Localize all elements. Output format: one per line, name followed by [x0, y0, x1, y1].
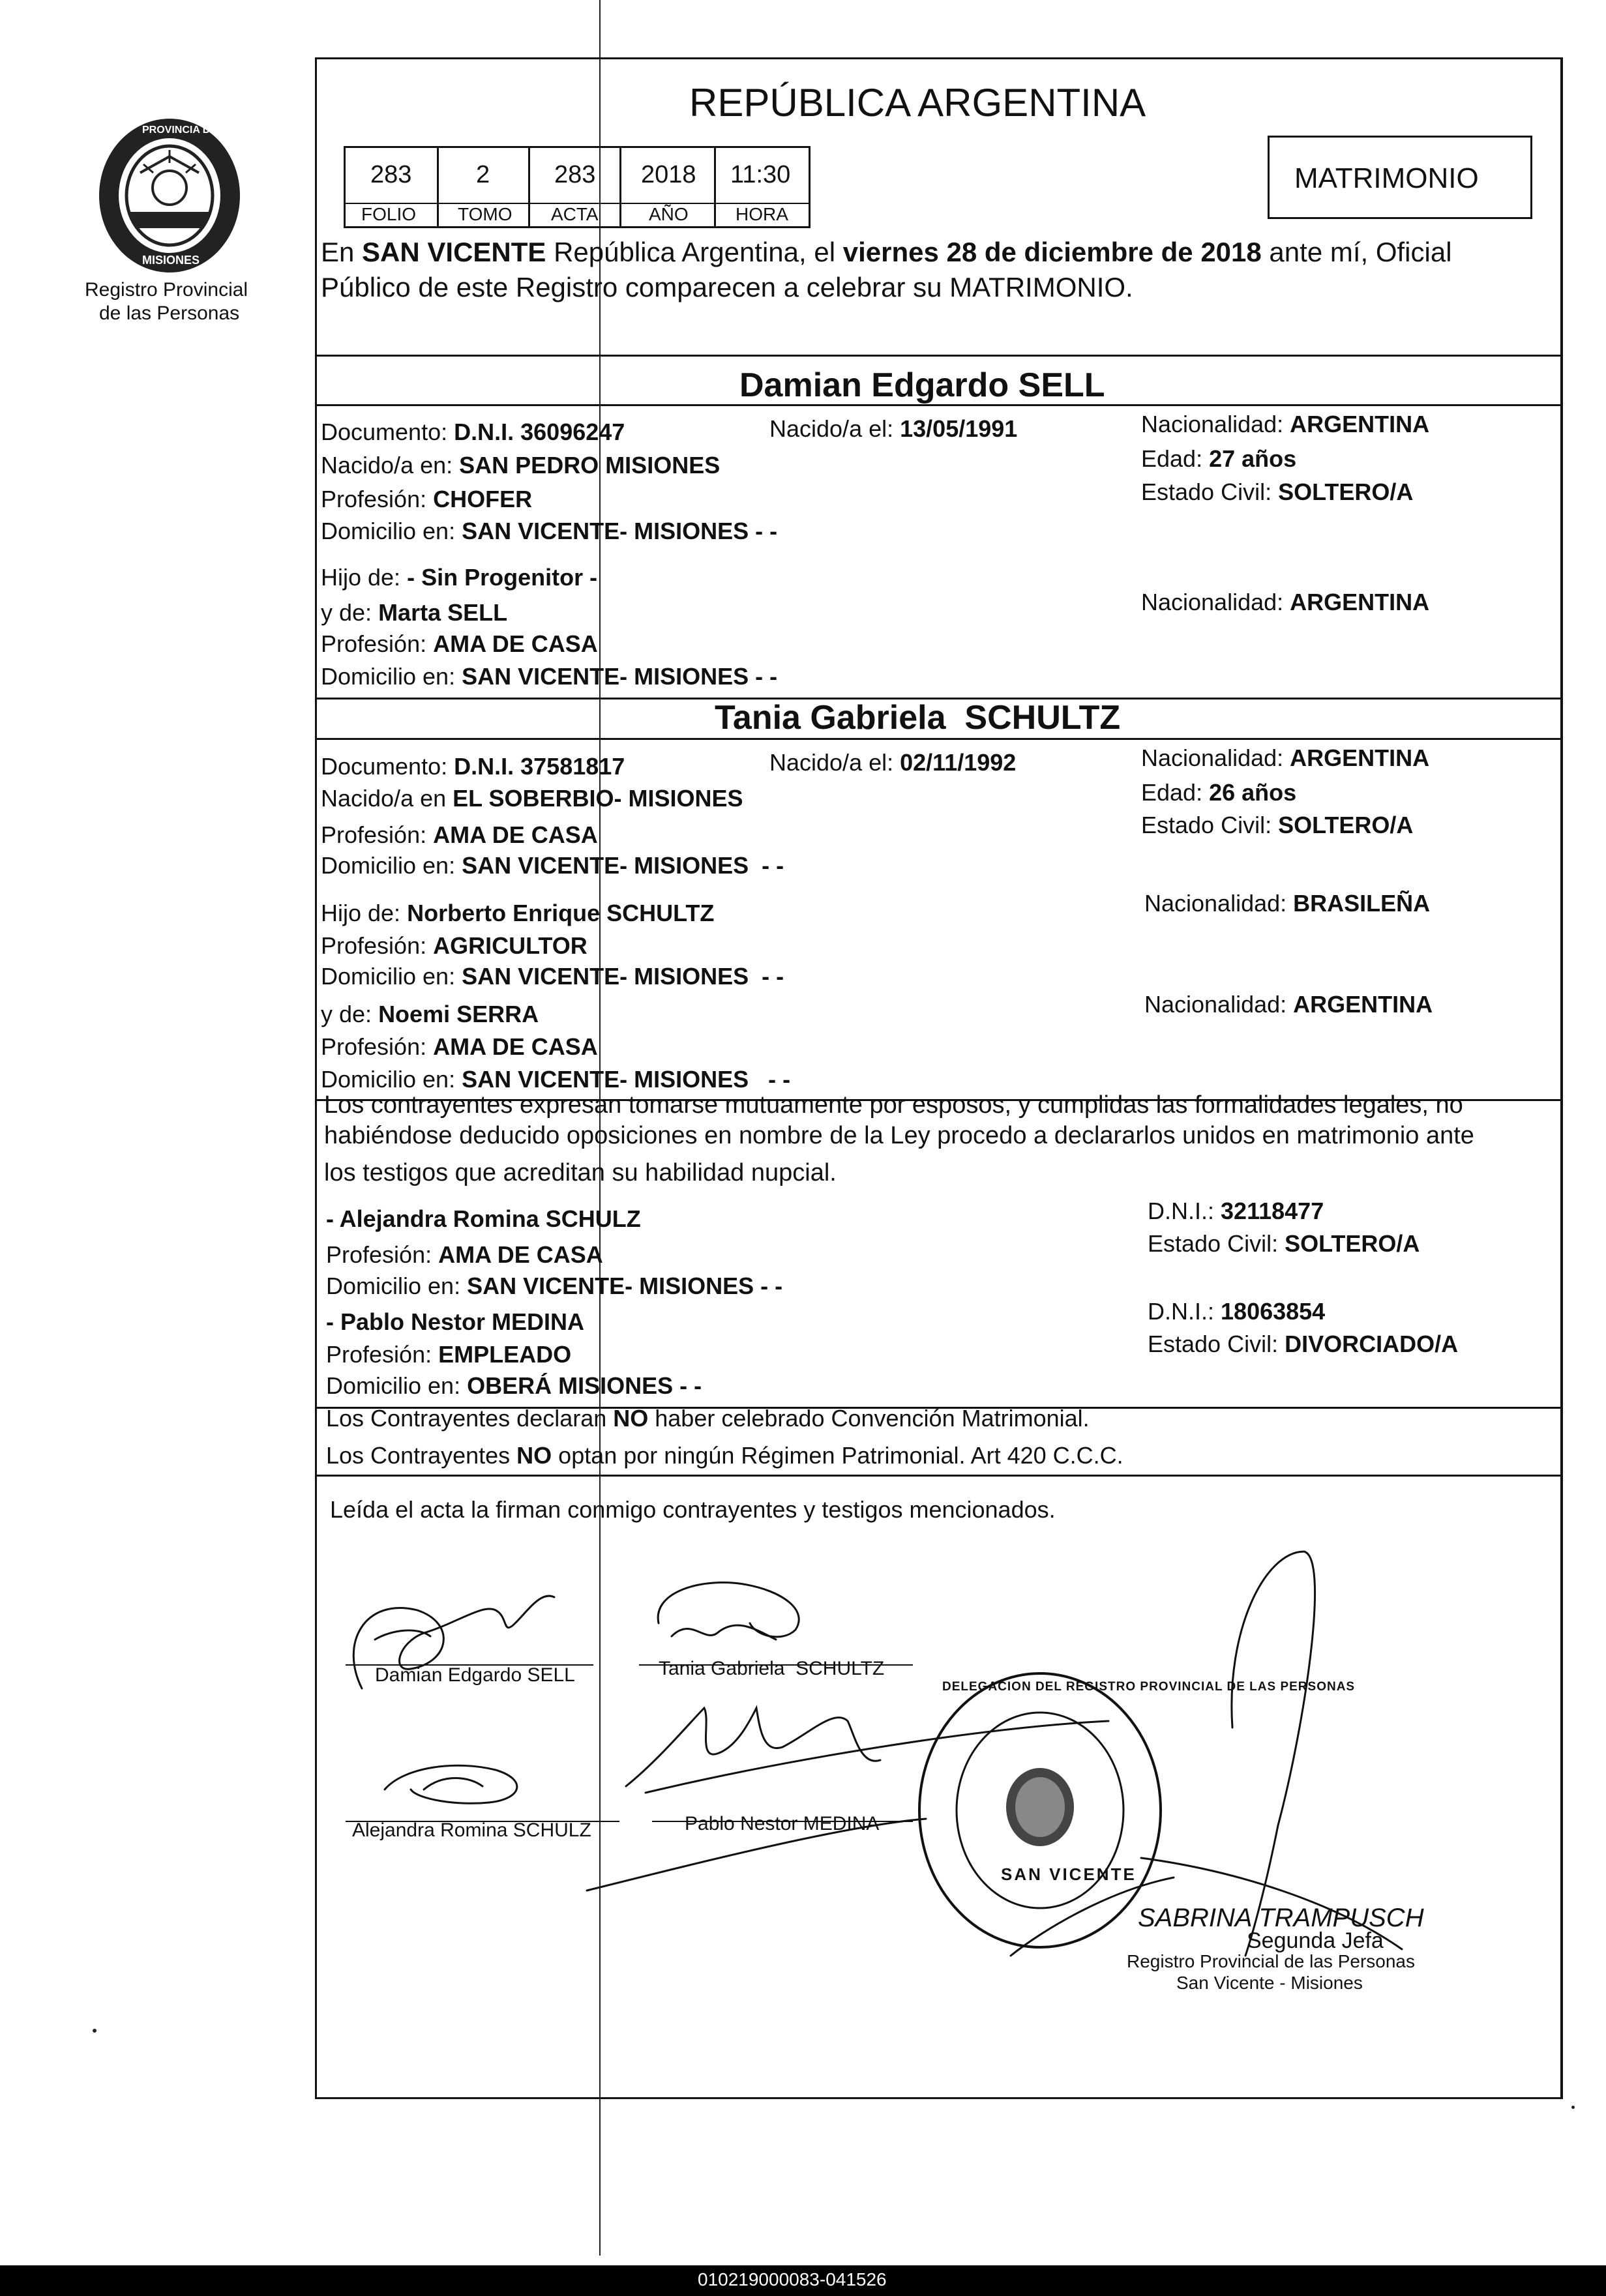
- spouse1-profession: Profesión: CHOFER: [321, 486, 533, 512]
- witness2-domicile: Domicilio en: OBERÁ MISIONES - -: [326, 1372, 702, 1399]
- field-label-tomo: TOMO: [458, 204, 513, 224]
- field-label-folio: FOLIO: [361, 204, 417, 224]
- spouse2-document: Documento: D.N.I. 37581817: [321, 753, 625, 780]
- spouse2-civil-status: Estado Civil: SOLTERO/A: [1141, 812, 1414, 838]
- field-value-ano: 2018: [641, 161, 696, 188]
- spouse1-name: Damian Edgardo SELL: [739, 366, 1105, 404]
- spouse2-father-profession: Profesión: AGRICULTOR: [321, 932, 587, 959]
- seal-top-text: PROVINCIA DE: [142, 125, 217, 136]
- stamp-ring-text: DELEGACION DEL REGISTRO PROVINCIAL DE LAS PERSONAS: [942, 1680, 1356, 1694]
- declaration-line: habiéndose deducido oposiciones en nombre de la Ley procedo a declararlos unidos en matrimonio ante: [324, 1122, 1474, 1149]
- signature-caption-witness2: Pablo Nestor MEDINA: [685, 1813, 880, 1834]
- province-seal-logo: [91, 111, 248, 277]
- spouse1-mother-domicile: Domicilio en: SAN VICENTE- MISIONES - -: [321, 663, 778, 690]
- spouse2-father-domicile: Domicilio en: SAN VICENTE- MISIONES - -: [321, 963, 784, 990]
- field-value-folio: 283: [370, 161, 412, 188]
- section-divider: [315, 355, 1560, 357]
- witness1-domicile: Domicilio en: SAN VICENTE- MISIONES - -: [326, 1273, 783, 1299]
- spouse2-birthplace: Nacido/a en EL SOBERBIO- MISIONES: [321, 785, 743, 812]
- closing-statement: Leída el acta la firman conmigo contrayentes y testigos mencionados.: [330, 1496, 1056, 1523]
- spouse2-father: Hijo de: Norberto Enrique SCHULTZ: [321, 900, 715, 926]
- spouse1-father: Hijo de: - Sin Progenitor -: [321, 564, 598, 591]
- spouse1-birthplace: Nacido/a en: SAN PEDRO MISIONES: [321, 452, 721, 478]
- scan-dot: [1571, 2106, 1575, 2109]
- seal-bottom-text: MISIONES: [142, 254, 200, 267]
- official-name: SABRINA TRAMPUSCH: [1138, 1904, 1424, 1932]
- witness2-civil-status: Estado Civil: DIVORCIADO/A: [1148, 1331, 1459, 1357]
- spouse1-domicile: Domicilio en: SAN VICENTE- MISIONES - -: [321, 518, 778, 544]
- spouse1-mother-profession: Profesión: AMA DE CASA: [321, 630, 598, 657]
- header-fields-table: [344, 146, 810, 228]
- spouse1-document: Documento: D.N.I. 36096247: [321, 419, 625, 445]
- spouse2-nationality: Nacionalidad: ARGENTINA: [1141, 744, 1430, 771]
- spouse1-nationality: Nacionalidad: ARGENTINA: [1141, 411, 1430, 437]
- field-value-acta: 283: [554, 161, 596, 188]
- spouse2-profession: Profesión: AMA DE CASA: [321, 821, 598, 848]
- signature-caption-spouse2: Tania Gabriela SCHULTZ: [659, 1658, 885, 1679]
- spouse2-mother-nationality: Nacionalidad: ARGENTINA: [1144, 991, 1433, 1018]
- scan-dot: [93, 2029, 97, 2033]
- official-role: Segunda Jefa: [1247, 1928, 1384, 1953]
- field-label-acta: ACTA: [551, 204, 599, 224]
- spouse1-mother: y de: Marta SELL: [321, 599, 508, 626]
- intro-line-1: En SAN VICENTE República Argentina, el viernes 28 de diciembre de 2018 ante mí, Oficial: [321, 237, 1452, 267]
- spouse2-mother-profession: Profesión: AMA DE CASA: [321, 1033, 598, 1060]
- field-value-hora: 11:30: [730, 161, 791, 188]
- witness2-dni: D.N.I.: 18063854: [1148, 1298, 1326, 1325]
- stamp-center-text: SAN VICENTE: [1001, 1864, 1137, 1884]
- witness1-dni: D.N.I.: 32118477: [1148, 1198, 1324, 1224]
- spouse2-domicile: Domicilio en: SAN VICENTE- MISIONES - -: [321, 852, 784, 879]
- witness1-civil-status: Estado Civil: SOLTERO/A: [1148, 1230, 1420, 1257]
- witness2-name: - Pablo Nestor MEDINA: [326, 1308, 585, 1335]
- spouse1-age: Edad: 27 años: [1141, 445, 1297, 472]
- witness1-profession: Profesión: AMA DE CASA: [326, 1241, 603, 1268]
- spouse1-birthdate: Nacido/a el: 13/05/1991: [769, 415, 1018, 442]
- signature-caption-spouse1: Damian Edgardo SELL: [375, 1664, 575, 1686]
- declaration-line: Los contrayentes expresan tomarse mutuamente por esposos, y cumplidas las formalidades legales, no: [324, 1091, 1463, 1119]
- record-type: MATRIMONIO: [1294, 162, 1479, 194]
- convention-line-2: Los Contrayentes NO optan por ningún Régimen Patrimonial. Art 420 C.C.C.: [326, 1442, 1123, 1469]
- spouse2-age: Edad: 26 años: [1141, 779, 1297, 806]
- spouse2-mother: y de: Noemi SERRA: [321, 1001, 539, 1027]
- field-label-ano: AÑO: [649, 204, 689, 224]
- spouse2-name: Tania Gabriela SCHULTZ: [715, 699, 1121, 737]
- document-code: 010219000083-041526: [698, 2269, 887, 2289]
- official-office: Registro Provincial de las Personas: [1127, 1951, 1415, 1971]
- section-divider: [315, 738, 1560, 740]
- section-divider: [315, 1475, 1560, 1477]
- section-divider: [315, 404, 1560, 406]
- official-office: San Vicente - Misiones: [1176, 1973, 1363, 1993]
- spouse2-birthdate: Nacido/a el: 02/11/1992: [769, 749, 1017, 776]
- logo-caption: Registro Provincial: [85, 279, 248, 301]
- field-value-tomo: 2: [476, 161, 490, 188]
- spouse2-father-nationality: Nacionalidad: BRASILEÑA: [1144, 890, 1431, 917]
- witness2-profession: Profesión: EMPLEADO: [326, 1341, 572, 1368]
- witness1-name: - Alejandra Romina SCHULZ: [326, 1205, 641, 1232]
- spouse2-mother-domicile: Domicilio en: SAN VICENTE- MISIONES - -: [321, 1066, 791, 1093]
- intro-line-2: Público de este Registro comparecen a celebrar su MATRIMONIO.: [321, 272, 1133, 302]
- logo-caption: de las Personas: [99, 302, 240, 324]
- spouse1-mother-nationality: Nacionalidad: ARGENTINA: [1141, 589, 1430, 615]
- field-label-hora: HORA: [736, 204, 788, 224]
- convention-line-1: Los Contrayentes declaran NO haber celebrado Convención Matrimonial.: [326, 1405, 1090, 1432]
- page-title: REPÚBLICA ARGENTINA: [689, 81, 1146, 125]
- declaration-line: los testigos que acreditan su habilidad nupcial.: [324, 1159, 837, 1186]
- signature-caption-witness1: Alejandra Romina SCHULZ: [352, 1819, 591, 1841]
- spouse1-civil-status: Estado Civil: SOLTERO/A: [1141, 478, 1414, 505]
